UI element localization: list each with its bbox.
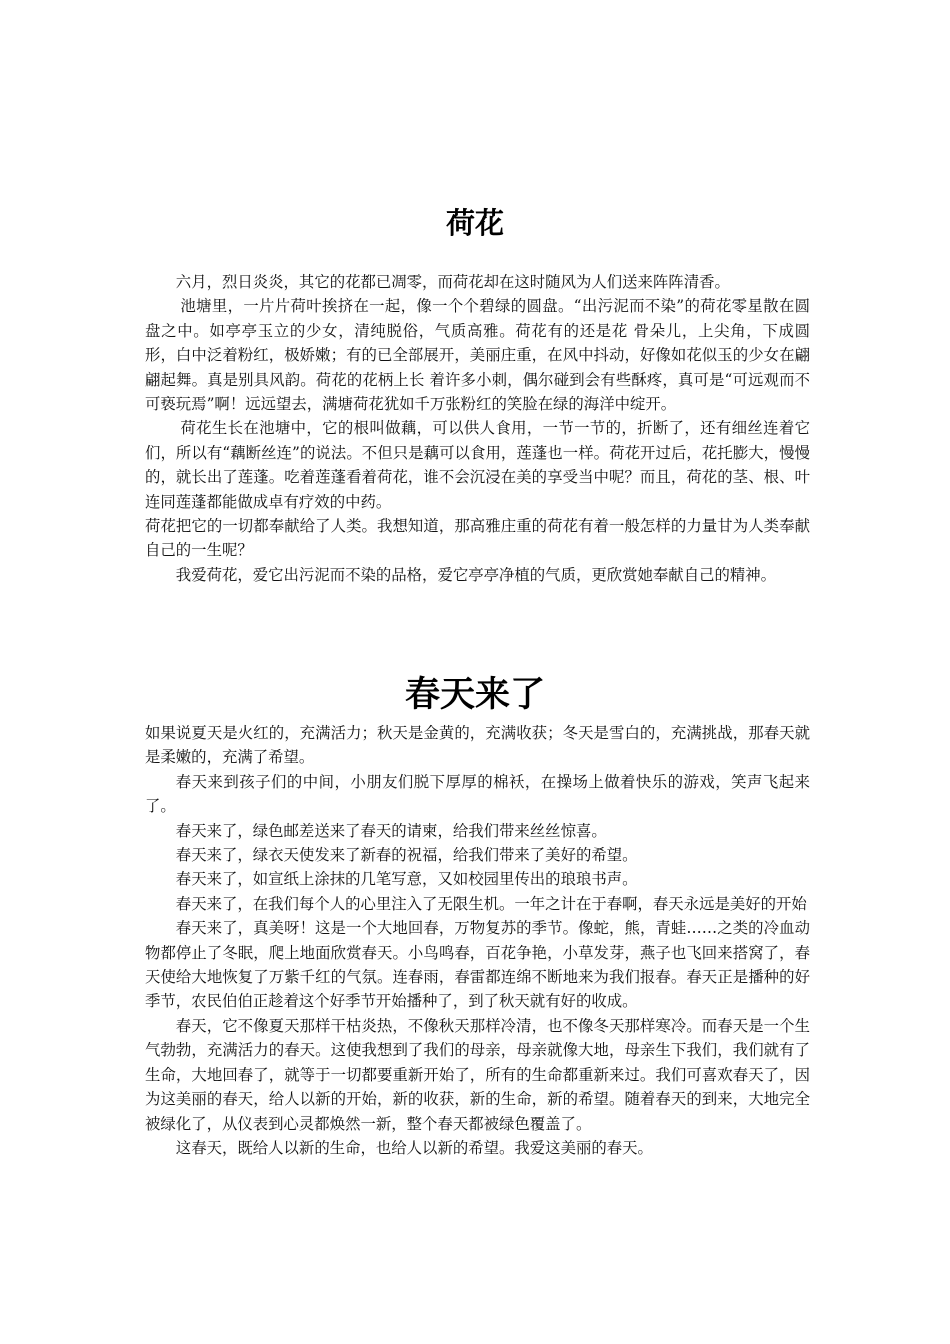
paragraph: 春天，它不像夏天那样干枯炎热，不像秋天那样冷清，也不像冬天那样寒冷。而春天是一个生气勃勃，充满活力的春天。这使我想到了我们的母亲，母亲就像大地，母亲生下我们，我们就有了生命，大地回春了，就等于一切都要重新开始了，所有的生命都重新来过。我们可喜欢春天了，因为这美丽的春天，给人以新的开始，新的收获，新的生命，新的希望。随着春天的到来，大地完全被绿化了，从仪表到心灵都焕然一新，整个春天都被绿色覆盖了。 — [145, 1016, 810, 1133]
paragraph: 春天来了，绿衣天使发来了新春的祝福，给我们带来了美好的希望。 — [175, 846, 638, 865]
paragraph: 六月，烈日炎炎，其它的花都已凋零，而荷花却在这时随风为人们送来阵阵清香。 — [175, 273, 730, 291]
paragraph: 春天来了，绿色邮差送来了春天的请柬，给我们带来丝丝惊喜。 — [175, 821, 607, 840]
paragraph: 这春天，既给人以新的生命，也给人以新的希望。我爱这美丽的春天。 — [175, 1138, 653, 1157]
essay-body-lotus — [145, 270, 810, 587]
paragraph: 如果说夏天是火红的，充满活力；秋天是金黄的，充满收获；冬天是雪白的，充满挑战，那春天就是柔嫩的，充满了希望。 — [145, 724, 810, 767]
paragraph: 春天来了，如宣纸上涂抹的几笔写意，又如校园里传出的琅琅书声。 — [175, 870, 638, 889]
paragraph: 春天来到孩子们的中间，小朋友们脱下厚厚的棉袄，在操场上做着快乐的游戏，笑声飞起来了。 — [145, 772, 810, 816]
essay-body-spring — [145, 721, 810, 1160]
paragraph: 池塘里，一片片荷叶挨挤在一起，像一个个碧绿的圆盘。“出污泥而不染”的荷花零星散在圆盘之中。如亭亭玉立的少女，清纯脱俗，气质高雅。荷花有的还是花 骨朵儿，上尖角，下成圆形，白中泛着粉红，极娇嫩；有的已全部展开，美丽庄重，在风中抖动，好像如花似玉的少女在翩翩起舞。真是别具风韵。荷花的花柄上长 着许多小刺，偶尔碰到会有些酥疼，真可是“可远观而不可亵玩焉”啊！远远望去，满塘荷花犹如千万张粉红的笑脸在绿的海洋中绽开。 — [145, 297, 810, 414]
paragraph: 我爱荷花，爱它出污泥而不染的品格，爱它亭亭净植的气质，更欣赏她奉献自己的精神。 — [175, 565, 777, 584]
paragraph: 春天来了，在我们每个人的心里注入了无限生机。一年之计在于春啊，春天永远是美好的开始 — [175, 894, 807, 913]
paragraph: 荷花生长在池塘中，它的根叫做藕，可以供人食用，一节一节的，折断了，还有细丝连着它们，所以有“藕断丝连”的说法。不但只是藕可以食用，莲蓬也一样。荷花开过后，花托膨大，慢慢的，就长出了莲蓬。吃着莲蓬看着荷花，谁不会沉浸在美的享受当中呢？而且，荷花的茎、根、叶连同莲蓬都能做成卓有疗效的中药。 — [145, 419, 810, 511]
paragraph: 荷花把它的一切都奉献给了人类。我想知道，那高雅庄重的荷花有着一般怎样的力量甘为人类奉献自己的一生呢？ — [145, 517, 810, 560]
essay-title-spring: 春天来了 — [404, 675, 545, 715]
essay-title-lotus: 荷花 — [445, 206, 504, 240]
paragraph: 春天来了，真美呀！这是一个大地回春，万物复苏的季节。像蛇，熊，青蛙……之类的冷血动物都停止了冬眠，爬上地面欣赏春天。小鸟鸣春，百花争艳，小草发芽，燕子也飞回来搭窝了，春天使给大地恢复了万紫千红的气氛。连春雨，春雷都连绵不断地来为我们报春。春天正是播种的好季节，农民伯伯正趁着这个好季节开始播种了，到了秋天就有好的收成。 — [145, 919, 810, 1011]
